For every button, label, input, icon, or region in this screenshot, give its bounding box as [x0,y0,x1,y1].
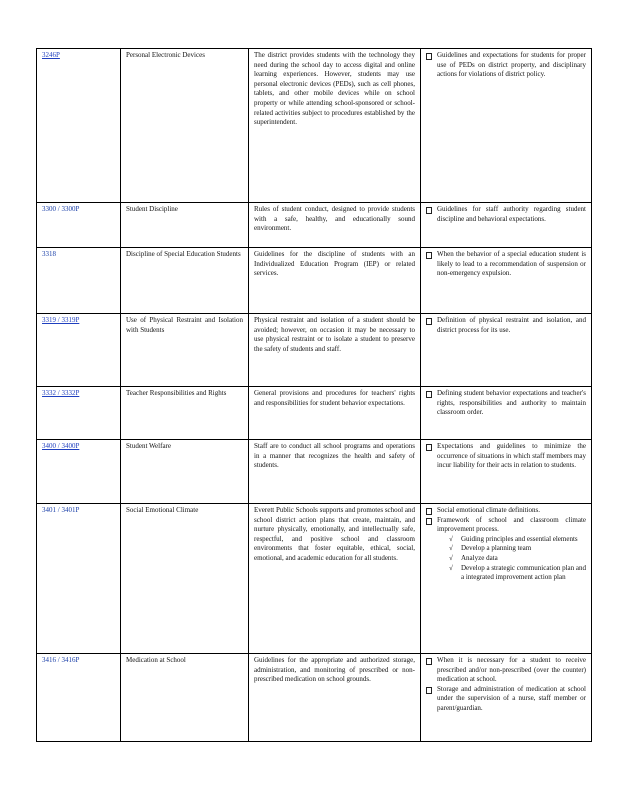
purpose-bullet: Guidelines and expectations for students for proper use of PEDs on district property, and disciplinary actions for violations of district policy. [426,51,586,80]
checkmark-item: √ Develop a strategic communication plan and a integrated improvement action plan [449,564,586,583]
policy-number-cell[interactable] [37,314,121,387]
purpose-bullet: Expectations and guidelines to minimize the occurrence of situations in which staff members may incur liability for their acts in relation to students. [426,442,586,471]
purpose-bullet-text: Framework of school and classroom climate improvement process. [437,515,586,534]
table-row [37,248,592,314]
policy-number-link[interactable]: 3319 / 3319P [42,316,80,324]
purpose-bullet [426,516,586,583]
purpose-bullet: Guidelines for staff authority regarding student discipline and behavioral expectations. [426,205,586,224]
purpose-bullet: Defining student behavior expectations and teacher's rights, responsibilities and authority to maintain classroom order. [426,389,586,418]
purpose-bullet: Storage and administration of medication at school under the supervision of a nurse, staff member or parent/guardian. [426,685,586,714]
policy-description: Everett Public Schools supports and promotes school and school district action plans that create, maintain, and nurture physically, emotionally, and intellectually safe, respectful, and positive school and classroom environments that foster equitable, ethical, social, emotional, and academic education for all students. [249,504,421,654]
table-row [37,654,592,742]
table-row [37,387,592,440]
policy-description: Physical restraint and isolation of a student should be avoided; however, on occasion it may be necessary to use physical restraint or to isolate a student to preserve the safety of students and staff. [249,314,421,387]
policy-topic: Social Emotional Climate [121,504,249,654]
policy-number-cell [37,654,121,742]
checkmark-item: √ Analyze data [449,554,586,564]
policy-number-cell [37,504,121,654]
policy-number-cell[interactable] [37,440,121,504]
policy-number-cell[interactable] [37,387,121,440]
policy-description: Staff are to conduct all school programs and operations in a manner that recognizes the health and safety of students. [249,440,421,504]
policy-number: 3318 [42,250,56,258]
policy-description: General provisions and procedures for teachers' rights and responsibilities for student behavior expectations. [249,387,421,440]
policy-purpose [421,314,592,387]
policy-topic: Use of Physical Restraint and Isolation with Students [121,314,249,387]
table-row [37,314,592,387]
policy-number-cell [37,248,121,314]
policy-topic: Discipline of Special Education Students [121,248,249,314]
policy-topic: Medication at School [121,654,249,742]
policy-purpose [421,504,592,654]
policy-number-link[interactable]: 3400 / 3400P [42,442,80,450]
policy-topic: Personal Electronic Devices [121,49,249,203]
policy-description: Guidelines for the appropriate and authorized storage, administration, and monitoring of prescribed or non-prescribed medication on school grounds. [249,654,421,742]
table-row [37,440,592,504]
purpose-bullet: Definition of physical restraint and isolation, and district process for its use. [426,316,586,335]
policy-purpose [421,203,592,248]
purpose-bullet: Social emotional climate definitions. [426,506,586,516]
policy-number-cell[interactable] [37,49,121,203]
policy-description: Rules of student conduct, designed to provide students with a safe, healthy, and educationally sound environment. [249,203,421,248]
policy-number-cell [37,203,121,248]
policy-topic: Teacher Responsibilities and Rights [121,387,249,440]
table-row [37,49,592,203]
policy-table [36,48,592,742]
policy-number: 3300 / 3300P [42,205,80,213]
checkmark-item: √ Guiding principles and essential elements [449,535,586,545]
policy-purpose [421,654,592,742]
table-row [37,504,592,654]
policy-description: Guidelines for the discipline of students with an Individualized Education Program (IEP) or related services. [249,248,421,314]
checkmark-item: √ Develop a planning team [449,544,586,554]
purpose-bullet: When the behavior of a special education student is likely to lead to a recommendation of suspension or non-emergency expulsion. [426,250,586,279]
policy-purpose [421,387,592,440]
policy-purpose [421,440,592,504]
purpose-bullet: When it is necessary for a student to receive prescribed and/or non-prescribed (over the counter) medication at school. [426,656,586,685]
policy-topic: Student Welfare [121,440,249,504]
table-row [37,203,592,248]
policy-topic: Student Discipline [121,203,249,248]
policy-number-link[interactable]: 3332 / 3332P [42,389,80,397]
checkmark-list [437,535,586,583]
policy-number: 3416 / 3416P [42,656,80,664]
policy-purpose [421,49,592,203]
policy-description: The district provides students with the technology they need during the school day to access digital and online learning experiences. However, students may use personal electronic devices (PEDs), such as cell phones, tablets, and other mobile devices while on school property or while attending school-sponsored or school-related activities subject to procedures established by the superintendent. [249,49,421,203]
policy-purpose [421,248,592,314]
policy-number: 3401 / 3401P [42,506,80,514]
policy-number-link[interactable]: 3246P [42,51,60,59]
